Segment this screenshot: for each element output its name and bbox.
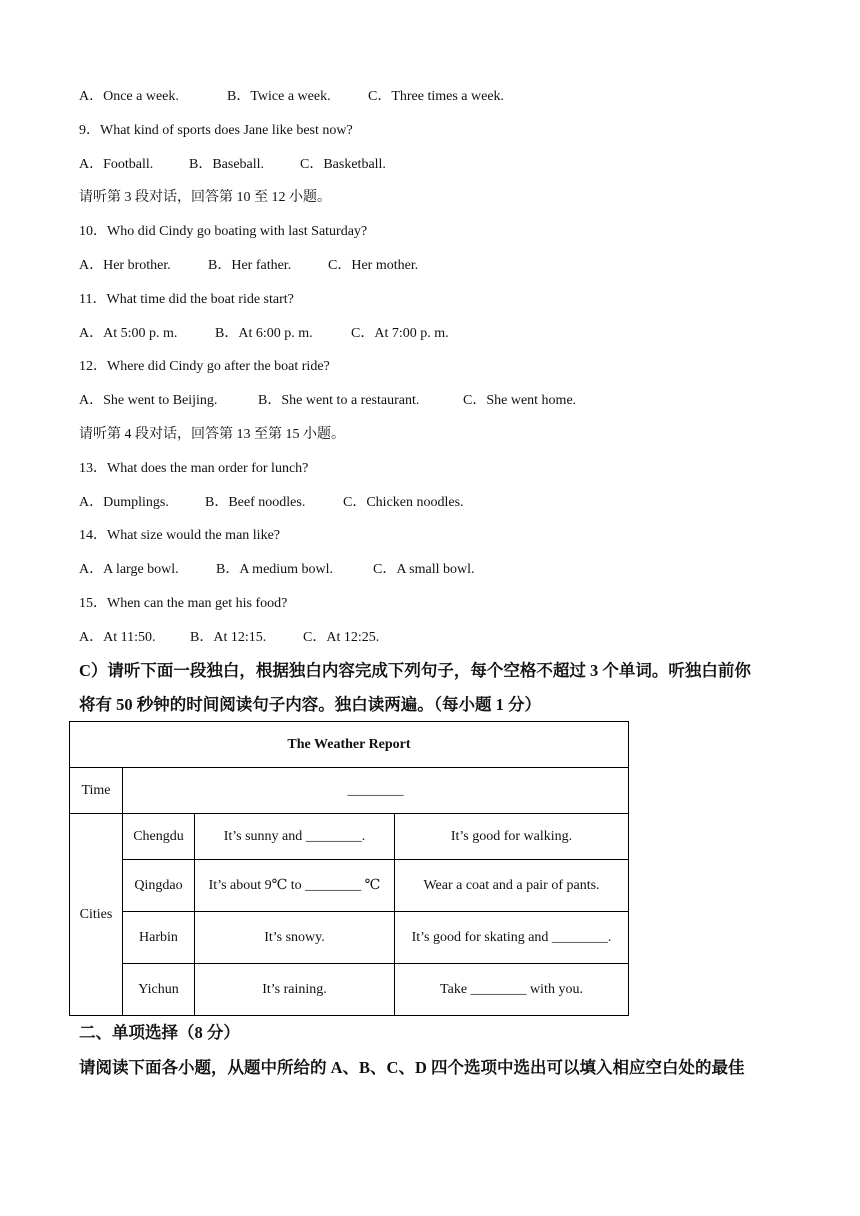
weather-report-table [69, 721, 629, 1016]
city-weather: It’s snowy. [195, 912, 395, 964]
time-blank: ________ [123, 768, 629, 814]
option-b: B．A medium bowl. [216, 562, 334, 577]
options-q10 [79, 257, 418, 275]
city-name: Yichun [123, 964, 195, 1016]
option-c: C．A small bowl. [373, 562, 475, 577]
option-c: C．At 7:00 p. m. [351, 326, 449, 341]
options-q9 [79, 156, 386, 174]
option-c: C．Her mother. [328, 258, 419, 273]
section-two-heading: 二、单项选择（8 分） [79, 1023, 240, 1042]
city-name: Qingdao [123, 860, 195, 912]
city-weather: It’s raining. [195, 964, 395, 1016]
option-b: B．Baseball. [189, 157, 265, 172]
question-14: 14．What size would the man like? [79, 528, 280, 543]
section-c-instruction-line2: 将有 50 秒钟的时间阅读句子内容。独白读两遍。（每小题 1 分） [79, 695, 541, 714]
table-title: The Weather Report [70, 722, 629, 768]
city-advice: It’s good for walking. [395, 814, 629, 860]
cities-label: Cities [70, 814, 123, 1016]
options-q8 [79, 88, 504, 106]
question-9: 9．What kind of sports does Jane like best now? [79, 123, 353, 138]
option-a: A．At 11:50. [79, 630, 156, 645]
option-b: B．At 12:15. [190, 630, 267, 645]
option-b: B．Twice a week. [227, 89, 331, 104]
options-q12 [79, 392, 576, 410]
city-weather: It’s sunny and ________. [195, 814, 395, 860]
option-b: B．Beef noodles. [205, 495, 306, 510]
option-c: C．Basketball. [300, 157, 386, 172]
option-a: A．She went to Beijing. [79, 393, 218, 408]
question-15: 15．When can the man get his food? [79, 596, 288, 611]
option-a: A．Her brother. [79, 258, 171, 273]
section-two-instruction: 请阅读下面各小题，从题中所给的 A、B、C、D 四个选项中选出可以填入相应空白处的最佳 [79, 1058, 745, 1077]
options-q15 [79, 629, 379, 647]
question-13: 13．What does the man order for lunch? [79, 461, 309, 476]
option-c: C．She went home. [463, 393, 577, 408]
option-b: B．At 6:00 p. m. [215, 326, 313, 341]
instruction-dialog-4: 请听第 4 段对话，回答第 13 至第 15 小题。 [79, 427, 345, 442]
question-11: 11．What time did the boat ride start? [79, 292, 294, 307]
option-a: A．Once a week. [79, 89, 179, 104]
question-10: 10．Who did Cindy go boating with last Saturday? [79, 224, 368, 239]
city-advice: It’s good for skating and ________. [395, 912, 629, 964]
city-name: Chengdu [123, 814, 195, 860]
time-label: Time [70, 768, 123, 814]
option-b: B．She went to a restaurant. [258, 393, 420, 408]
city-advice: Take ________ with you. [395, 964, 629, 1016]
option-a: A．Football. [79, 157, 154, 172]
options-q13 [79, 494, 464, 512]
option-c: C．At 12:25. [303, 630, 380, 645]
option-a: A．At 5:00 p. m. [79, 326, 178, 341]
instruction-dialog-3: 请听第 3 段对话，回答第 10 至 12 小题。 [79, 190, 331, 205]
options-q14 [79, 561, 475, 579]
city-advice: Wear a coat and a pair of pants. [395, 860, 629, 912]
city-name: Harbin [123, 912, 195, 964]
options-q11 [79, 325, 449, 343]
question-12: 12．Where did Cindy go after the boat ride? [79, 359, 330, 374]
option-a: A．Dumplings. [79, 495, 169, 510]
option-a: A．A large bowl. [79, 562, 179, 577]
option-c: C．Three times a week. [368, 89, 505, 104]
city-weather: It’s about 9℃ to ________ ℃ [195, 860, 395, 912]
option-b: B．Her father. [208, 258, 292, 273]
option-c: C．Chicken noodles. [343, 495, 464, 510]
section-c-instruction-line1: C）请听下面一段独白，根据独白内容完成下列句子，每个空格不超过 3 个单词。听独白前你 [79, 661, 751, 680]
